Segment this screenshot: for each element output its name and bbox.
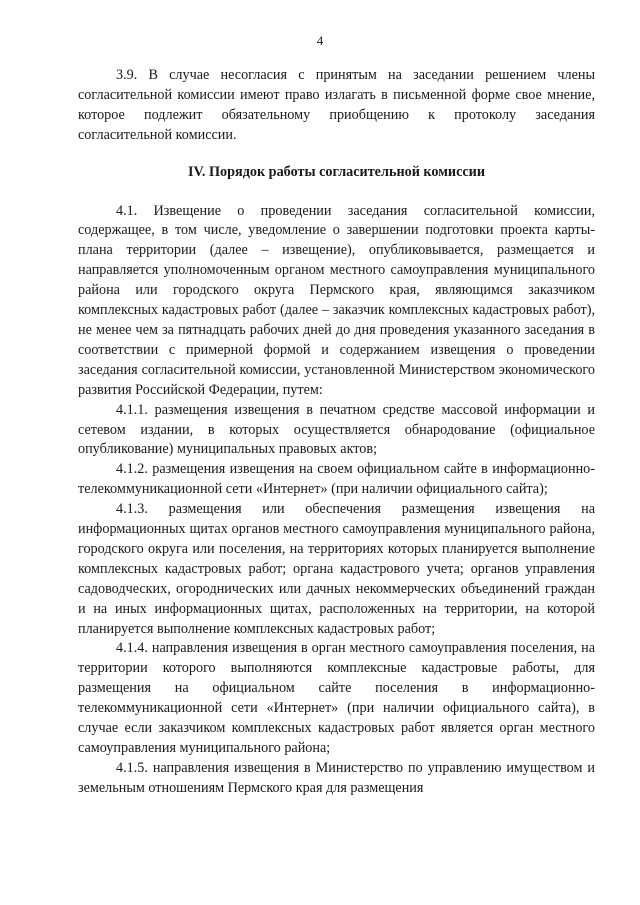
document-body [78, 66, 595, 799]
section-heading: IV. Порядок работы согласительной комиссии [187, 163, 486, 180]
paragraph-4-1-3: 4.1.3. размещения или обеспечения размещения извещения на информационных щитах органов местного самоуправления муниципального района, городского округа или поселения, на территориях которых планируется выполнение комплексных кадастровых работ; органа кадастрового учета; органов управления садоводческих, огороднических или дачных некоммерческих объединений граждан и на иных информационных щитах, расположенных на территории, на которой планируется выполнение комплексных кадастровых работ; [78, 501, 595, 637]
paragraph-4-1-2: 4.1.2. размещения извещения на своем официальном сайте в информационно-телекоммуникационной сети «Интернет» (при наличии официального сайта); [78, 461, 595, 498]
paragraph-4-1: 4.1. Извещение о проведении заседания согласительной комиссии, содержащее, в том числе, уведомление о завершении подготовки проекта карты-плана территории (далее – извещение), опубликовывается, размещается и направляется уполномоченным органом местного самоуправления муниципального района или городского округа Пермского края, являющимся заказчиком комплексных кадастровых работ (далее – заказчик комплексных кадастровых работ), не менее чем за пятнадцать рабочих дней до дня проведения указанного заседания в соответствии с примерной формой и содержанием извещения о проведении заседания согласительной комиссии, установленной Министерством экономического развития Российской Федерации, путем: [78, 202, 595, 398]
page-number: 4 [316, 33, 324, 48]
paragraph-3-9: 3.9. В случае несогласия с принятым на заседании решением члены согласительной комиссии имеют право излагать в письменной форме свое мнение, которое подлежит обязательному приобщению к протоколу заседания согласительной комиссии. [78, 67, 595, 143]
paragraph-4-1-1: 4.1.1. размещения извещения в печатном средстве массовой информации и сетевом издании, в которых осуществляется обнародование (официальное опубликование) муниципальных правовых актов; [78, 401, 595, 458]
paragraph-4-1-5: 4.1.5. направления извещения в Министерство по управлению имуществом и земельным отношениям Пермского края для размещения [78, 759, 595, 796]
paragraph-4-1-4: 4.1.4. направления извещения в орган местного самоуправления поселения, на территории которого выполняются комплексные кадастровые работы, для размещения на официальном сайте поселения в информационно-телекоммуникационной сети «Интернет» (при наличии официального сайта), в случае если заказчиком комплексных кадастровых работ является орган местного самоуправления муниципального района; [78, 640, 595, 756]
